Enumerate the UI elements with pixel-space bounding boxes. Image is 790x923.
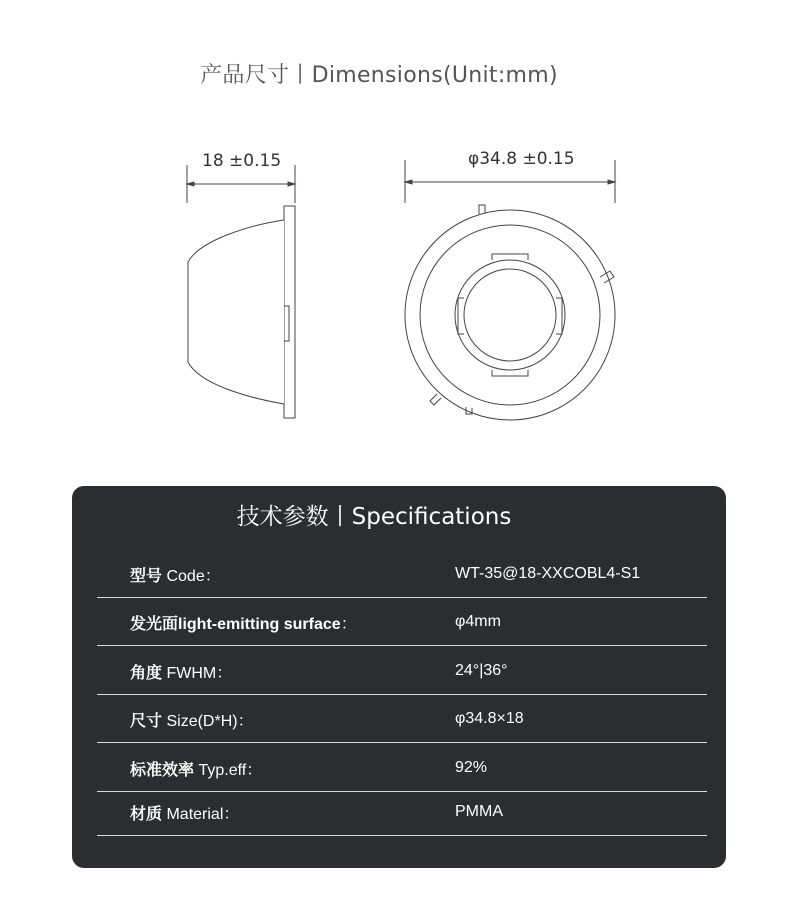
spec-value: 24°|36°: [455, 662, 508, 679]
front-dimension-label: φ34.8 ±0.15: [468, 149, 575, 169]
lens-side-view: [188, 206, 295, 418]
dimensions-title: 产品尺寸丨Dimensions(Unit:mm): [200, 63, 558, 88]
spec-value: φ4mm: [455, 613, 501, 630]
spec-value: WT-35@18-XXCOBL4-S1: [455, 565, 641, 582]
spec-row-material: [97, 787, 707, 836]
spec-row-emitting-surface: [97, 597, 707, 646]
spec-label: 型号 Code：: [130, 568, 221, 585]
specifications-card: [72, 486, 726, 868]
spec-label: 材质 Material：: [130, 806, 240, 823]
spec-row-fwhm: [97, 646, 707, 695]
spec-value: PMMA: [455, 803, 503, 820]
lens-front-view: [405, 205, 615, 420]
spec-label: 标准效率 Typ.eff：: [130, 762, 263, 779]
spec-value: 92%: [455, 759, 488, 776]
spec-label: 尺寸 Size(D*H)：: [130, 713, 254, 730]
spec-row-size: [97, 694, 707, 743]
spec-label: 角度 FWHM：: [130, 665, 233, 682]
spec-value: φ34.8×18: [455, 710, 524, 727]
specifications-title: 技术参数丨Specifications: [236, 504, 512, 530]
spec-label: 发光面light-emitting surface：: [130, 616, 357, 633]
side-dimension-label: 18 ±0.15: [202, 151, 282, 171]
spec-row-code: [97, 549, 707, 598]
spec-row-efficiency: [97, 743, 707, 792]
